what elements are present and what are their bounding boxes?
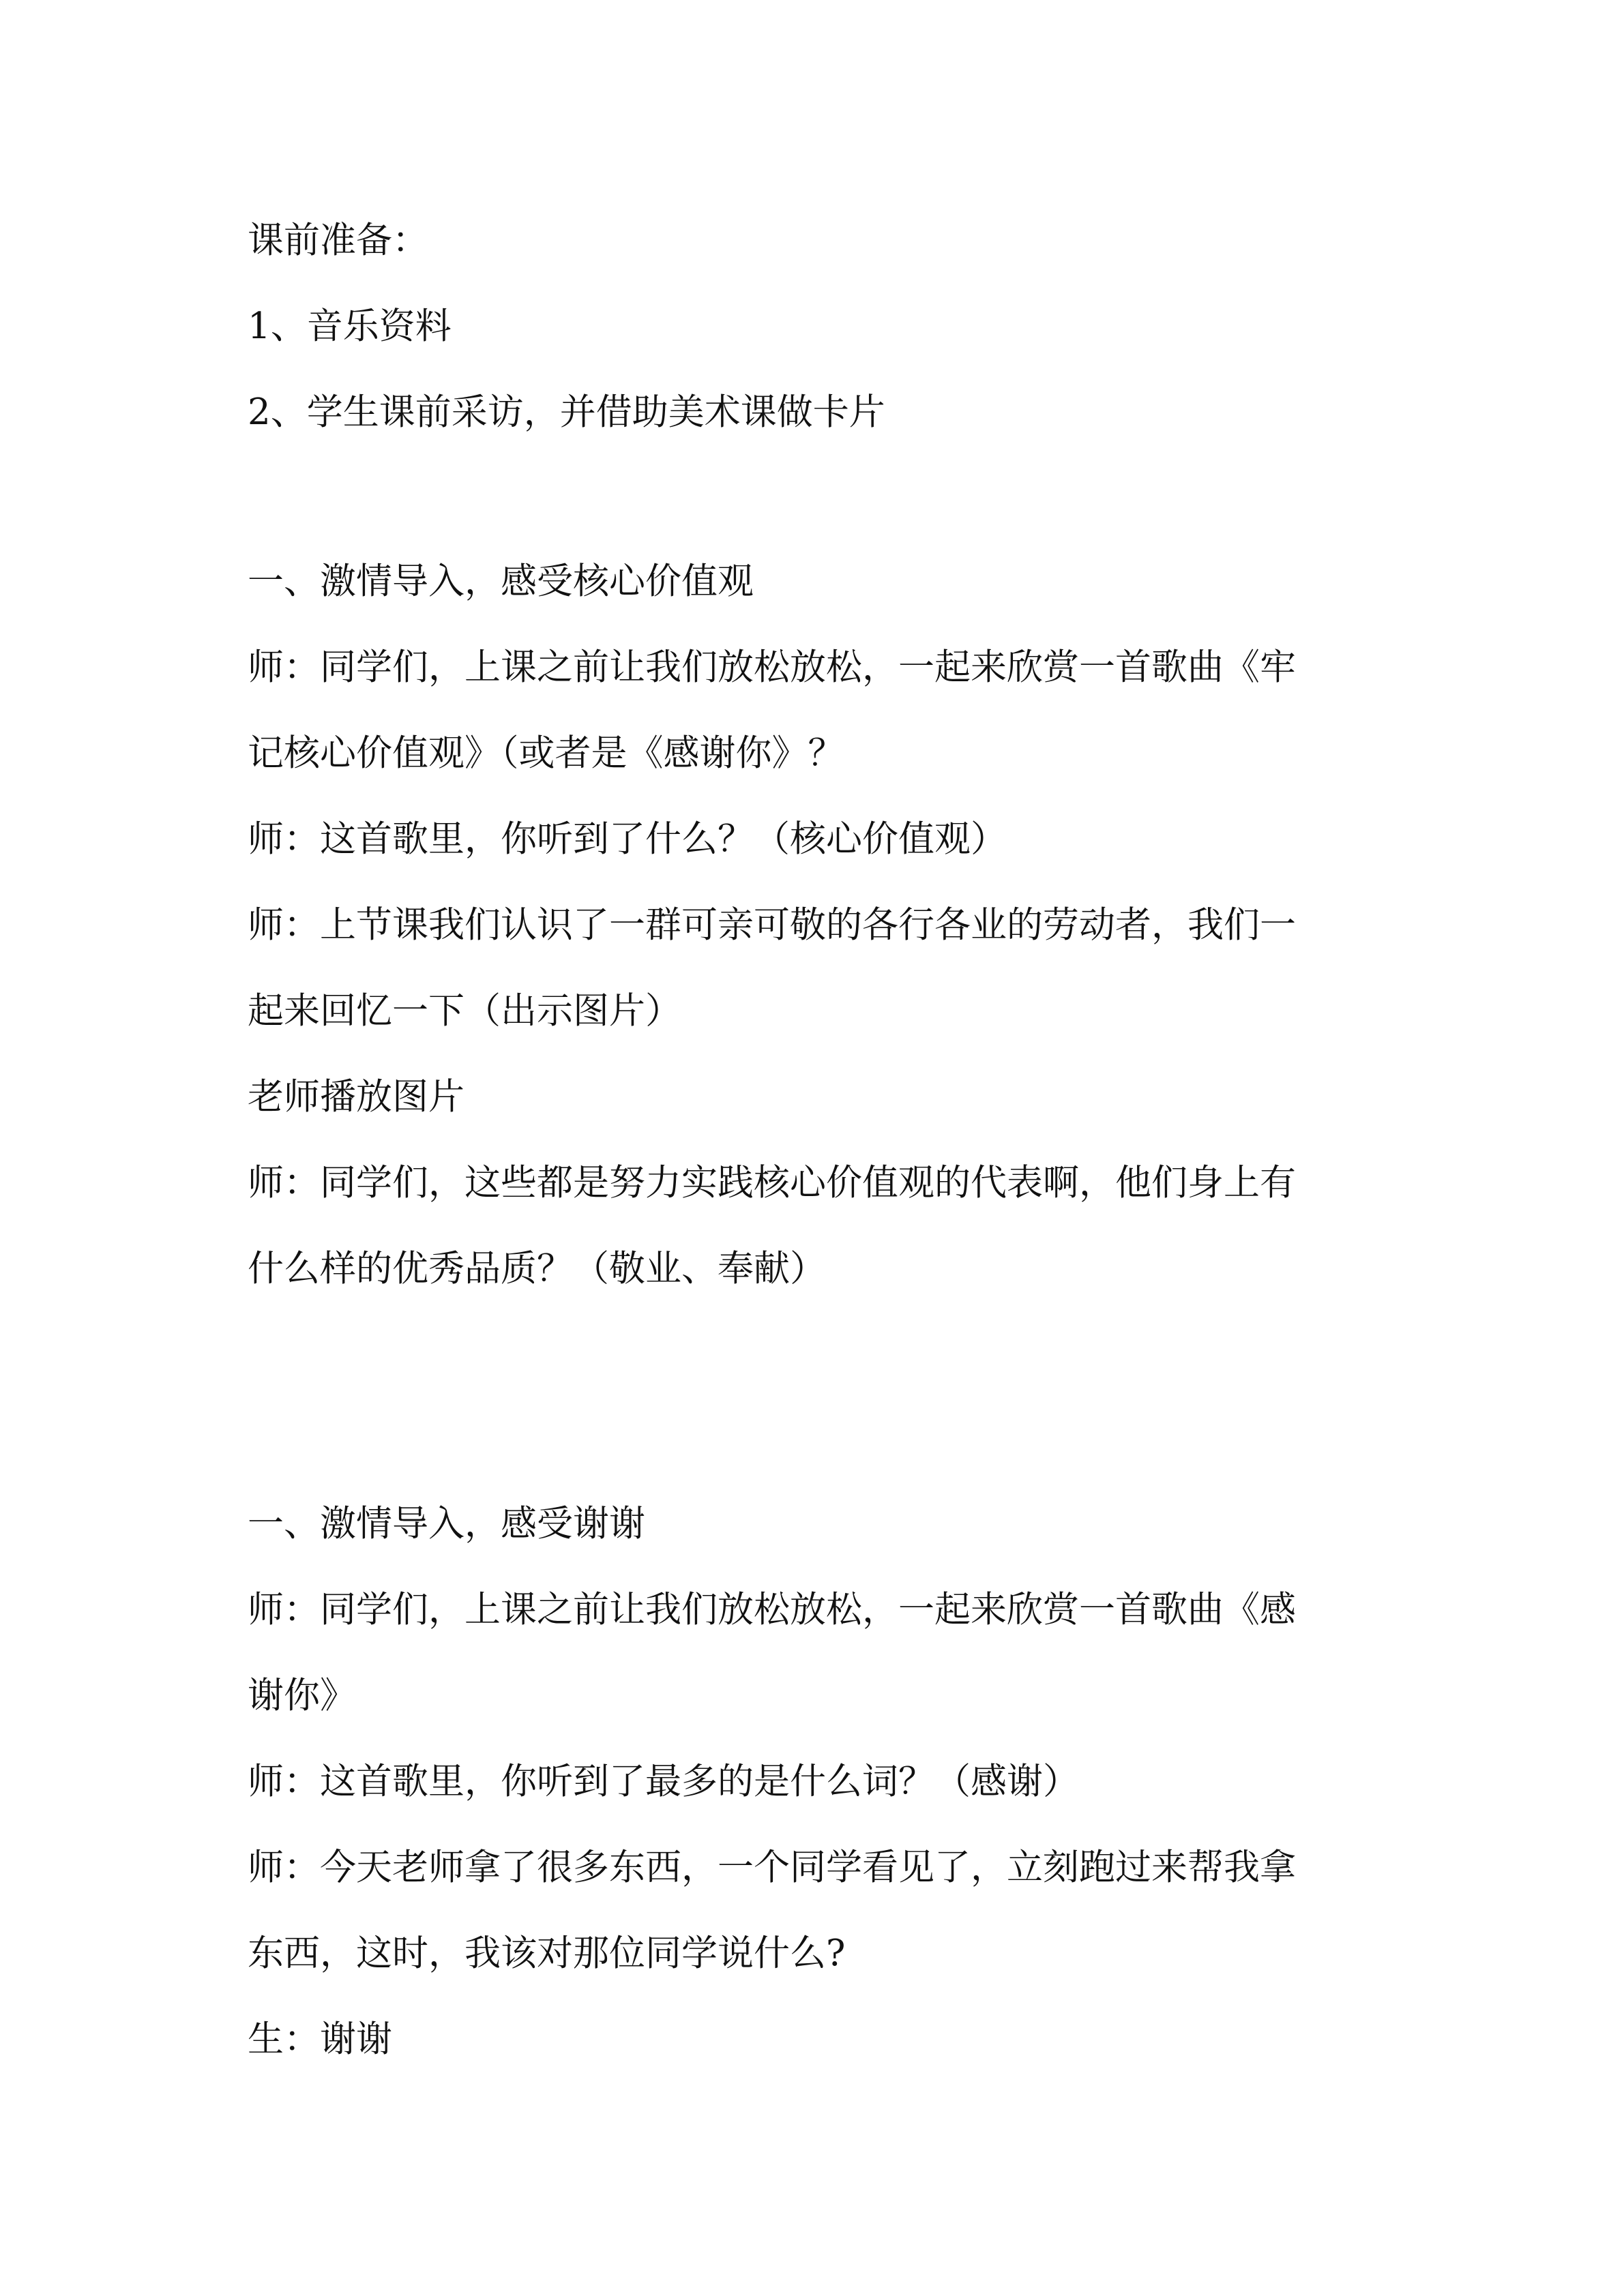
- paragraph-line: 东西，这时，我该对那位同学说什么?: [248, 1933, 846, 1974]
- paragraph-line: 师：同学们，上课之前让我们放松放松，一起来欣赏一首歌曲《牢: [248, 646, 1296, 688]
- paragraph-line: 起来回忆一下（出示图片）: [248, 990, 681, 1032]
- paragraph-line: 师：上节课我们认识了一群可亲可敬的各行各业的劳动者，我们一: [248, 904, 1296, 946]
- paragraph-line: 师：同学们，这些都是努力实践核心价值观的代表啊，他们身上有: [248, 1162, 1296, 1204]
- paragraph-line: 生：谢谢: [248, 2018, 392, 2060]
- paragraph-line: 师：今天老师拿了很多东西，一个同学看见了，立刻跑过来帮我拿: [248, 1847, 1296, 1888]
- paragraph-line: 师：这首歌里，你听到了什么？（核心价值观）: [248, 818, 1007, 860]
- section-heading-1: 一、激情导入，感受核心价值观: [248, 561, 754, 602]
- prep-item-1: 1、音乐资料: [248, 305, 452, 347]
- paragraph-line: 记核心价值观》（或者是《感谢你》？: [248, 732, 844, 774]
- prep-heading: 课前准备：: [248, 220, 428, 261]
- paragraph-line: 老师播放图片: [248, 1076, 464, 1118]
- paragraph-line: 谢你》: [248, 1675, 356, 1716]
- paragraph-line: 师：同学们，上课之前让我们放松放松，一起来欣赏一首歌曲《感: [248, 1589, 1296, 1630]
- prep-item-2: 2、学生课前采访，并借助美术课做卡片: [248, 391, 885, 433]
- section-heading-2: 一、激情导入，感受谢谢: [248, 1503, 645, 1545]
- paragraph-line: 什么样的优秀品质？（敬业、奉献）: [248, 1248, 826, 1289]
- paragraph-line: 师：这首歌里，你听到了最多的是什么词？（感谢）: [248, 1761, 1079, 1802]
